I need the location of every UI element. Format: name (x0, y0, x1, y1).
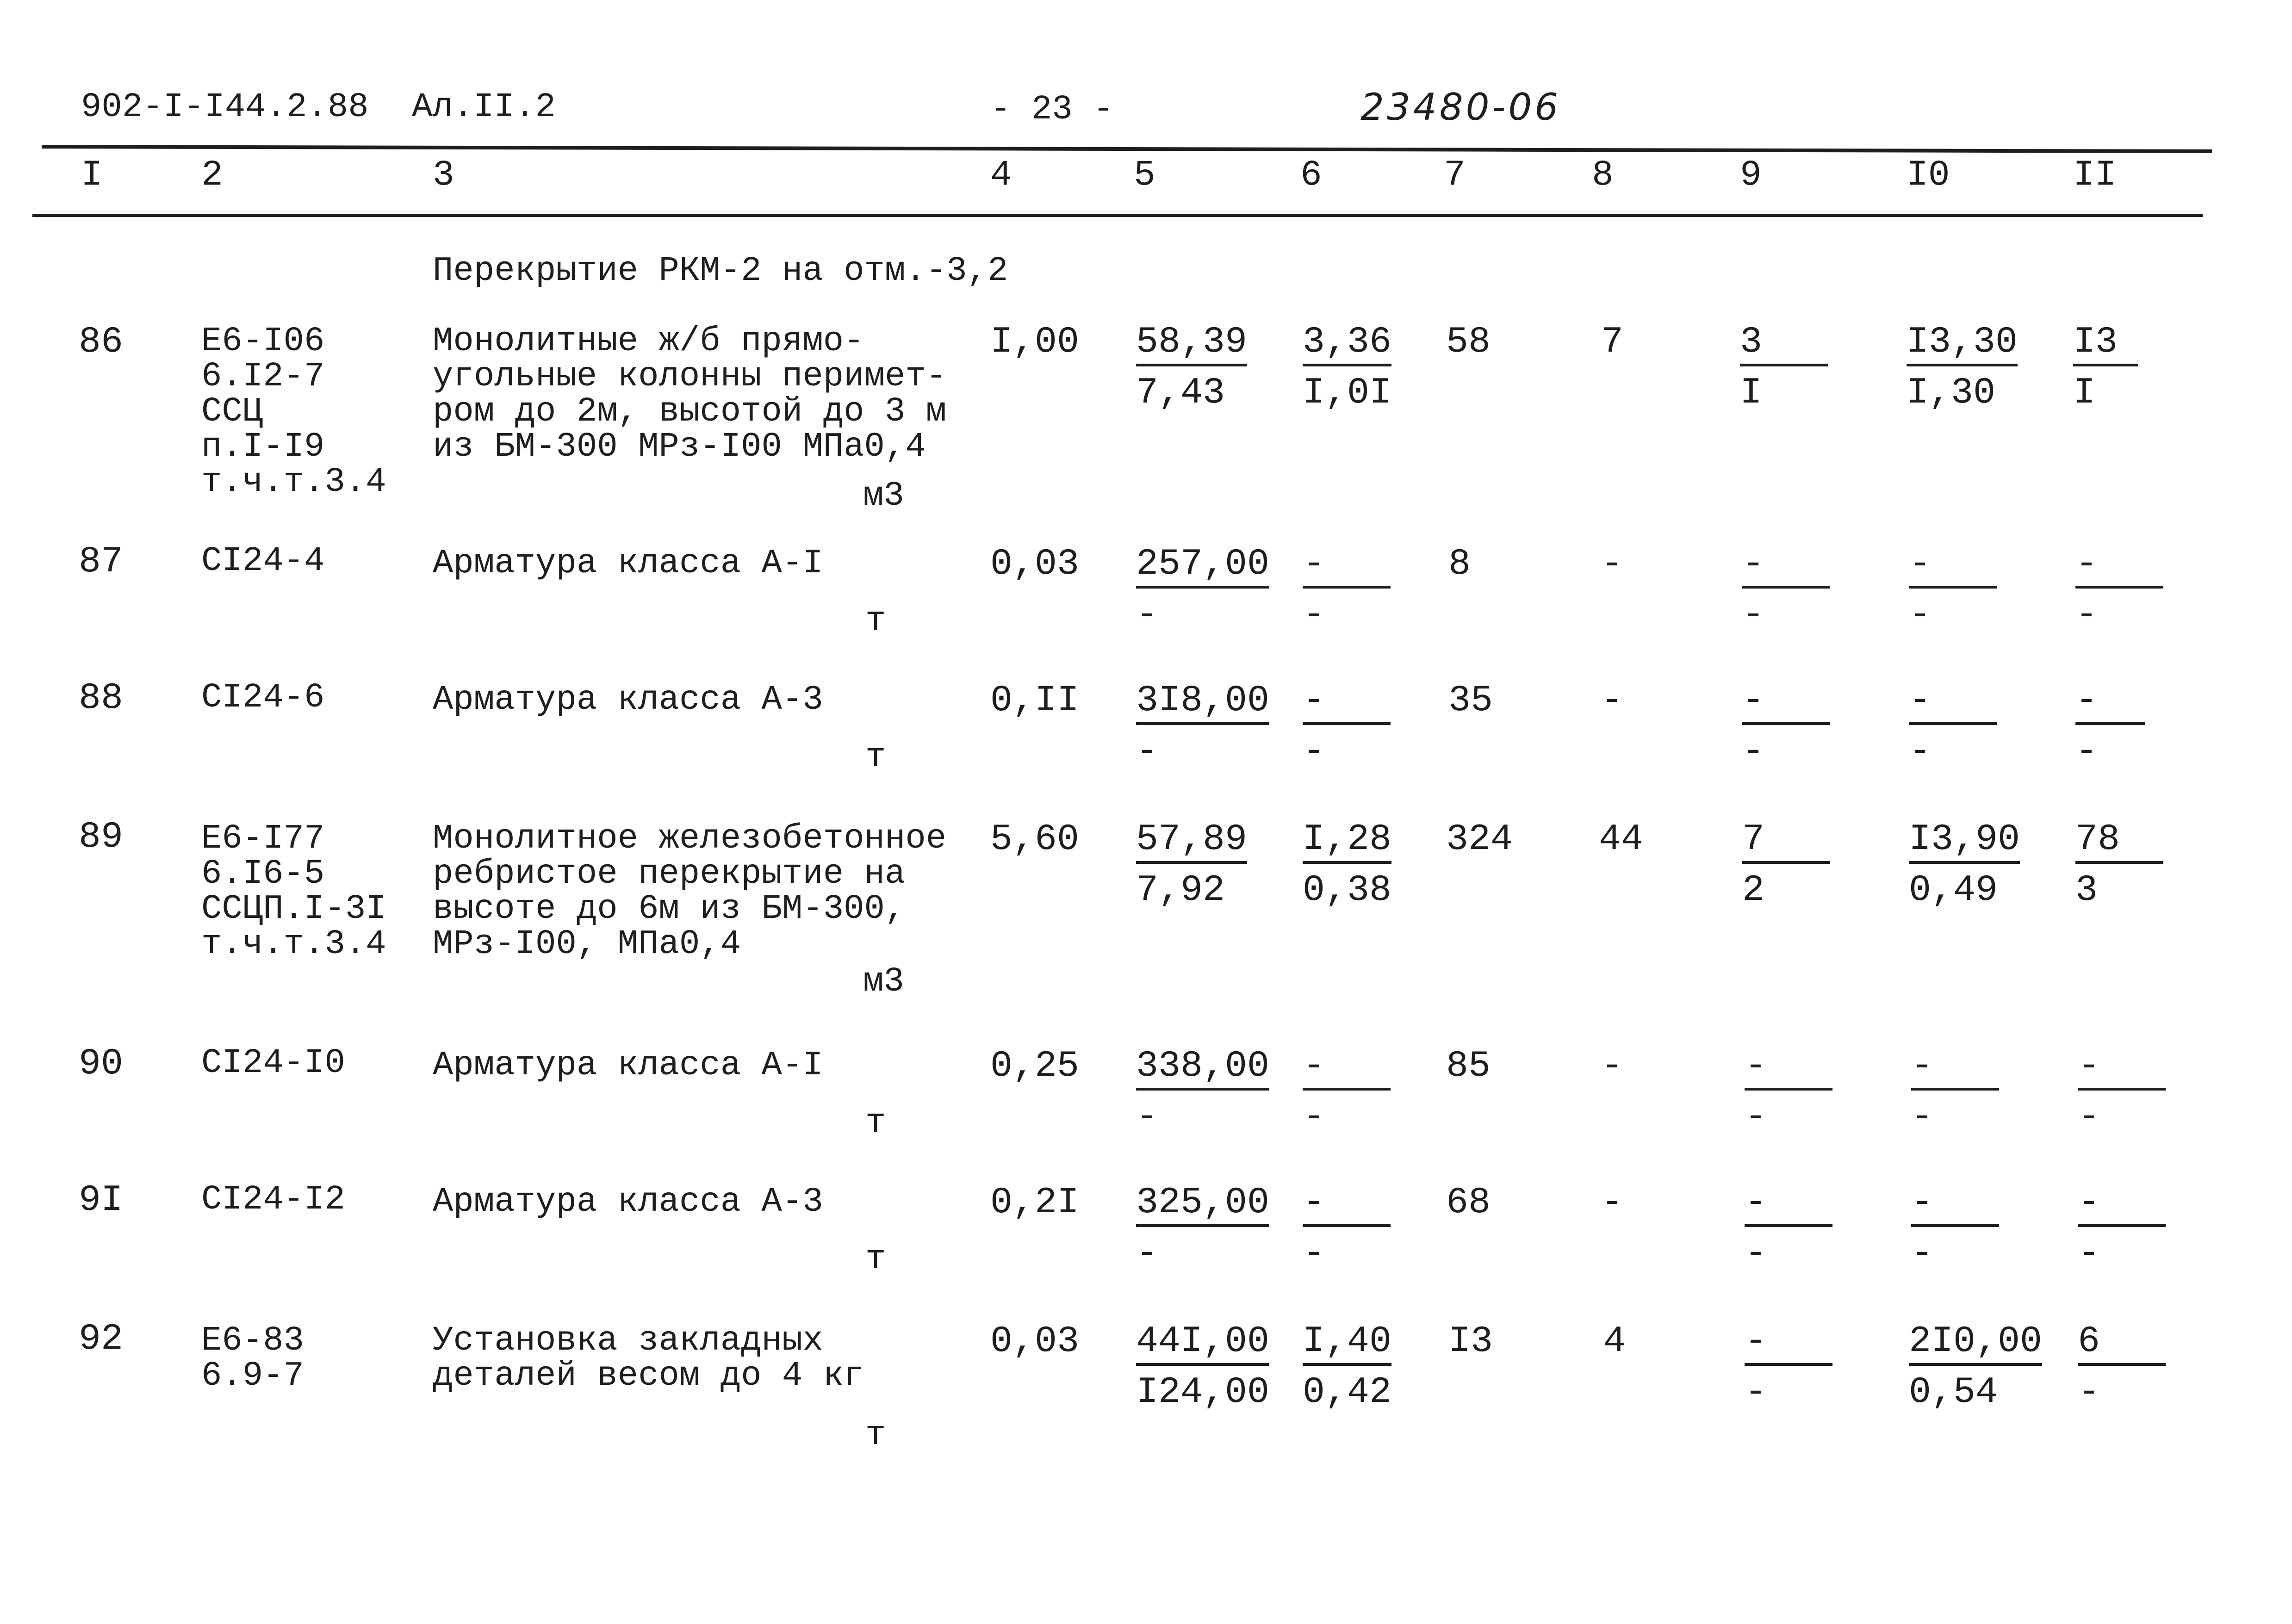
col9-bottom: - (1745, 1371, 1767, 1413)
col9-top: 7 (1742, 821, 1830, 864)
col11-fraction (2078, 1182, 2166, 1275)
col6-top: - (1303, 1184, 1391, 1227)
unit-of-measure: м3 (863, 962, 904, 1001)
col9-bottom: - (1745, 1096, 1767, 1138)
col10-top: I3,30 (1907, 324, 2018, 366)
col6-fraction (1303, 818, 1392, 911)
column-number-4: 4 (990, 155, 1012, 196)
col5-fraction (1136, 1045, 1270, 1138)
col10-fraction (1909, 680, 1997, 773)
col8-value: - (1601, 680, 1624, 722)
col7-value: 58 (1446, 321, 1491, 363)
col5-fraction (1136, 321, 1248, 414)
col11-fraction (2075, 680, 2145, 773)
col9-bottom: - (1742, 731, 1765, 773)
column-number-5: 5 (1134, 155, 1155, 196)
col9-bottom: I (1740, 372, 1763, 414)
col5-top: 44I,00 (1136, 1323, 1269, 1366)
col10-top: - (1911, 1048, 1999, 1091)
col11-top: 6 (2078, 1323, 2166, 1366)
row-number: 92 (79, 1318, 124, 1360)
handwritten-number: 23480-06 (1360, 86, 1561, 129)
work-description: Арматура класса А-I (433, 1046, 823, 1085)
col9-top: - (1745, 1323, 1832, 1366)
album-ref: Ал.II.2 (412, 88, 556, 127)
col10-bottom: - (1911, 1096, 1934, 1138)
column-number-10: I0 (1907, 155, 1950, 196)
col10-fraction (1909, 1320, 2043, 1413)
col11-top: - (2075, 682, 2145, 725)
col5-bottom: - (1136, 731, 1159, 773)
col10-fraction (1911, 1182, 1999, 1275)
col5-bottom: I24,00 (1136, 1371, 1270, 1413)
col11-bottom: - (2078, 1096, 2100, 1138)
quantity: 5,60 (990, 818, 1080, 861)
col11-fraction (2073, 321, 2138, 414)
col5-bottom: 7,43 (1136, 372, 1225, 414)
col6-top: - (1303, 682, 1391, 725)
col5-bottom: - (1136, 1096, 1159, 1138)
col10-bottom: - (1911, 1233, 1934, 1275)
col6-fraction (1303, 680, 1391, 773)
unit-of-measure: т (865, 1103, 886, 1142)
work-description: Арматура класса А-I (433, 544, 823, 583)
col7-value: 324 (1446, 818, 1513, 861)
column-number-11: II (2073, 155, 2117, 196)
unit-of-measure: т (865, 738, 886, 777)
col6-fraction (1303, 321, 1392, 414)
col7-value: 85 (1446, 1045, 1491, 1087)
unit-of-measure: т (865, 1416, 886, 1455)
col6-fraction (1303, 1182, 1391, 1275)
col6-bottom: - (1303, 594, 1325, 636)
header-rule-bottom (32, 214, 2203, 217)
unit-of-measure: т (865, 1240, 886, 1279)
work-description: Арматура класса А-3 (433, 1183, 823, 1221)
col11-bottom: - (2078, 1371, 2100, 1413)
col5-top: 3I8,00 (1136, 682, 1269, 725)
col5-fraction (1136, 543, 1270, 636)
col10-top: 2I0,00 (1909, 1323, 2042, 1366)
col11-fraction (2075, 818, 2163, 911)
col9-top: 3 (1740, 324, 1828, 366)
work-description: Монолитные ж/б прямо- угольные колонны перимет- ром до 2м, высотой до 3 м из БМ-300 МРз-I00 МПа0,4 (433, 322, 947, 466)
col5-fraction (1136, 818, 1248, 911)
col11-bottom: I (2073, 372, 2096, 414)
col11-bottom: - (2075, 731, 2098, 773)
col10-bottom: 0,54 (1909, 1371, 1998, 1413)
col9-top: - (1745, 1048, 1832, 1091)
col6-bottom: - (1303, 731, 1325, 773)
col7-value: 35 (1448, 680, 1493, 722)
col10-top: - (1911, 1184, 1999, 1227)
col9-top: - (1742, 682, 1830, 725)
rate-code: Е6-I06 6.I2-7 ССЦ п.I-I9 т.ч.т.3.4 (201, 322, 386, 502)
col7-value: I3 (1448, 1320, 1493, 1363)
col5-bottom: 7,92 (1136, 869, 1225, 911)
unit-of-measure: м3 (863, 477, 904, 515)
col10-fraction (1907, 321, 2018, 414)
col9-top: - (1745, 1184, 1832, 1227)
col6-fraction (1303, 543, 1391, 636)
col9-fraction (1745, 1182, 1832, 1275)
col6-top: 3,36 (1303, 324, 1391, 366)
work-description: Установка закладных деталей весом до 4 кг (433, 1321, 864, 1395)
col6-bottom: 0,42 (1303, 1371, 1392, 1413)
col6-bottom: 0,38 (1303, 869, 1392, 911)
column-number-8: 8 (1592, 155, 1614, 196)
rate-code: СI24-4 (201, 542, 325, 581)
column-number-1: I (81, 155, 103, 196)
col11-fraction (2078, 1320, 2166, 1413)
col9-fraction (1742, 818, 1830, 911)
quantity: I,00 (990, 321, 1080, 363)
col11-fraction (2075, 543, 2163, 636)
column-number-7: 7 (1444, 155, 1466, 196)
col10-fraction (1911, 1045, 1999, 1138)
col11-top: I3 (2073, 324, 2138, 366)
col5-top: 58,39 (1136, 324, 1247, 366)
col11-bottom: - (2075, 594, 2098, 636)
quantity: 0,03 (990, 543, 1080, 585)
quantity: 0,25 (990, 1045, 1080, 1087)
col9-top: - (1742, 546, 1830, 589)
col6-bottom: - (1303, 1096, 1325, 1138)
work-description: Арматура класса А-3 (433, 681, 823, 719)
col9-fraction (1742, 543, 1830, 636)
col8-value: - (1601, 1182, 1624, 1224)
col7-value: 68 (1446, 1182, 1491, 1224)
col5-fraction (1136, 680, 1270, 773)
col10-bottom: I,30 (1907, 372, 1996, 414)
rate-code: СI24-6 (201, 678, 325, 717)
col10-bottom: - (1909, 594, 1932, 636)
row-number: 89 (79, 816, 124, 858)
col10-top: - (1909, 682, 1997, 725)
col7-value: 8 (1448, 543, 1471, 585)
quantity: 0,03 (990, 1320, 1080, 1363)
col5-top: 338,00 (1136, 1048, 1269, 1091)
col6-bottom: - (1303, 1233, 1325, 1275)
section-title: Перекрытие РКМ-2 на отм.-3,2 (433, 252, 1008, 291)
col8-value: 4 (1603, 1320, 1626, 1363)
col5-top: 257,00 (1136, 546, 1269, 589)
quantity: 0,II (990, 680, 1080, 722)
col11-top: - (2078, 1048, 2166, 1091)
rate-code: СI24-I2 (201, 1180, 345, 1219)
col5-top: 57,89 (1136, 821, 1247, 864)
col5-top: 325,00 (1136, 1184, 1269, 1227)
col10-bottom: 0,49 (1909, 869, 1998, 911)
col9-fraction (1745, 1320, 1832, 1413)
col8-value: - (1601, 1045, 1624, 1087)
col10-fraction (1909, 818, 2020, 911)
col5-fraction (1136, 1320, 1270, 1413)
col11-fraction (2078, 1045, 2166, 1138)
unit-of-measure: т (865, 601, 886, 640)
page-number: - 23 - (990, 90, 1114, 129)
column-number-2: 2 (201, 155, 223, 196)
col11-bottom: 3 (2075, 869, 2098, 911)
col10-bottom: - (1909, 731, 1932, 773)
rate-code: Е6-I77 6.I6-5 ССЦП.I-3I т.ч.т.3.4 (201, 819, 386, 964)
row-number: 9I (79, 1179, 124, 1221)
col6-top: - (1303, 546, 1391, 589)
col9-fraction (1742, 680, 1830, 773)
rate-code: Е6-83 6.9-7 (201, 1321, 304, 1395)
col9-bottom: - (1745, 1233, 1767, 1275)
row-number: 87 (79, 541, 124, 583)
column-number-3: 3 (433, 155, 454, 196)
column-number-6: 6 (1300, 155, 1322, 196)
row-number: 86 (79, 321, 124, 363)
col6-top: I,40 (1303, 1323, 1391, 1366)
col9-bottom: 2 (1742, 869, 1765, 911)
col11-top: - (2075, 546, 2163, 589)
rate-code: СI24-I0 (201, 1044, 345, 1083)
work-description: Монолитное железобетонное ребристое перекрытие на высоте до 6м из БМ-300, МРз-I00, МПа0,4 (433, 819, 947, 964)
col11-bottom: - (2078, 1233, 2100, 1275)
column-number-9: 9 (1740, 155, 1762, 196)
col10-top: I3,90 (1909, 821, 2020, 864)
col11-top: - (2078, 1184, 2166, 1227)
col9-fraction (1740, 321, 1828, 414)
col8-value: - (1601, 543, 1624, 585)
row-number: 90 (79, 1043, 124, 1085)
col6-top: - (1303, 1048, 1391, 1091)
col8-value: 44 (1599, 818, 1644, 861)
row-number: 88 (79, 677, 124, 719)
col8-value: 7 (1601, 321, 1624, 363)
doc-code: 902-I-I44.2.88 (81, 88, 369, 127)
col6-top: I,28 (1303, 821, 1391, 864)
col5-bottom: - (1136, 1233, 1159, 1275)
col10-fraction (1909, 543, 1997, 636)
col11-top: 78 (2075, 821, 2163, 864)
col6-fraction (1303, 1045, 1391, 1138)
col10-top: - (1909, 546, 1997, 589)
col6-bottom: I,0I (1303, 372, 1392, 414)
header-rule-top (42, 145, 2212, 153)
col5-bottom: - (1136, 594, 1159, 636)
col9-bottom: - (1742, 594, 1765, 636)
col5-fraction (1136, 1182, 1270, 1275)
quantity: 0,2I (990, 1182, 1080, 1224)
col6-fraction (1303, 1320, 1392, 1413)
col9-fraction (1745, 1045, 1832, 1138)
